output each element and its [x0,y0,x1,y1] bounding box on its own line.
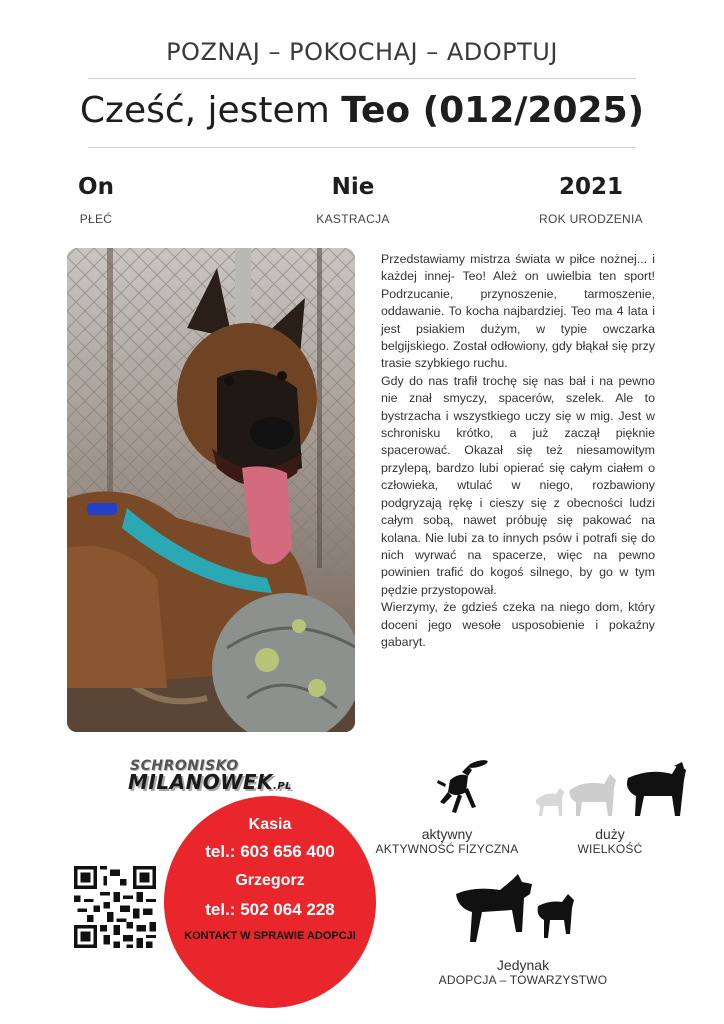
contact-name-2: Grzegorz [235,872,305,889]
dog-name: Teo (012/2025) [341,90,645,131]
description [381,251,655,651]
trait-size-label: WIELKOŚĆ [577,842,643,856]
logo-line1: SCHRONISKO [130,758,239,774]
logo-suffix: .PL [273,781,293,792]
description-paragraph: Wierzymy, że gdzieś czeka na niego dom, który doceni jego wesołe usposobienie i pokaźny gabaryt. [381,600,655,649]
trait-company [430,957,616,987]
description-paragraph: Gdy do nas trafił trochę się nas bał i na pewno nie znał smyczy, spacerów, szelek. Ale to bystrzacha i wszystkiego uczy się w mig. Jest w schronisku krótko, a już zaczął pięknie spacerować. Okazał się też niesamowitym przylepą, bardzo lubi opierać się całym ciałem o człowieka, wtulać w niego, rozbawiony podgryzają rękę i cieszy się z obecności ludzi całym sobą, nawet próbuję się pakować na kolana. Nie lubi za to innych psów i potrafi się do nich wyrwać na spacerze, więc na pewno powinien trafić do kogoś silnego, by go w tym pędzie przystopował. [381,373,655,597]
trait-activity-value: aktywny [421,826,473,842]
stat-birth-year [531,174,651,226]
logo-name: MILANOWEK [128,770,274,794]
greeting: Cześć, jestem [79,90,342,131]
trait-company-label: ADOPCJA – TOWARZYSTWO [438,973,608,987]
contact-note: KONTAKT W SPRAWIE ADOPCJI [184,930,356,942]
contact-phone-2[interactable]: tel.: 502 064 228 [205,900,335,919]
stat-sex-label: PŁEĆ [79,212,113,226]
trait-activity [366,826,528,856]
tagline: POZNAJ – POKOCHAJ – ADOPTUJ [166,38,558,66]
stat-sex [46,174,146,226]
trait-size-value: duży [595,826,625,842]
stat-castration-value: Nie [331,174,375,200]
shelter-logo[interactable] [128,758,318,794]
description-paragraph: Przedstawiamy mistrza świata w piłce nożnej... i każdej innej- Teo! Ależ on uwielbia ten sport! Podrzucanie, przynoszenie, tarmoszenie, oddawanie. To kocha najbardziej. Teo ma 4 lata i jest psiakiem dużym, w typie owczarka belgijskiego. Został odłowiony, gdy błąkał się przy trasie szybkiego ruchu. [381,252,655,371]
stat-birth-year-label: ROK URODZENIA [539,212,643,226]
trait-company-value: Jedynak [496,957,550,973]
dog-size-icon [532,760,692,822]
stat-castration [300,174,406,226]
contact-phone-1[interactable]: tel.: 603 656 400 [205,842,335,861]
active-dog-icon [432,758,492,818]
dog-photo [67,248,355,732]
divider-top [88,78,636,79]
stat-castration-label: KASTRACJA [316,212,390,226]
stat-birth-year-value: 2021 [558,174,623,200]
qr-code-icon[interactable] [74,866,156,948]
trait-activity-label: AKTYWNOŚĆ FIZYCZNA [375,842,519,856]
contact-name-1: Kasia [248,816,292,833]
dog-pair-icon [452,872,584,946]
page-title [0,90,724,131]
logo-line2 [128,770,292,794]
stat-sex-value: On [78,174,114,200]
trait-size [560,826,660,856]
contact-circle [164,796,376,1008]
divider-bottom [88,147,636,148]
